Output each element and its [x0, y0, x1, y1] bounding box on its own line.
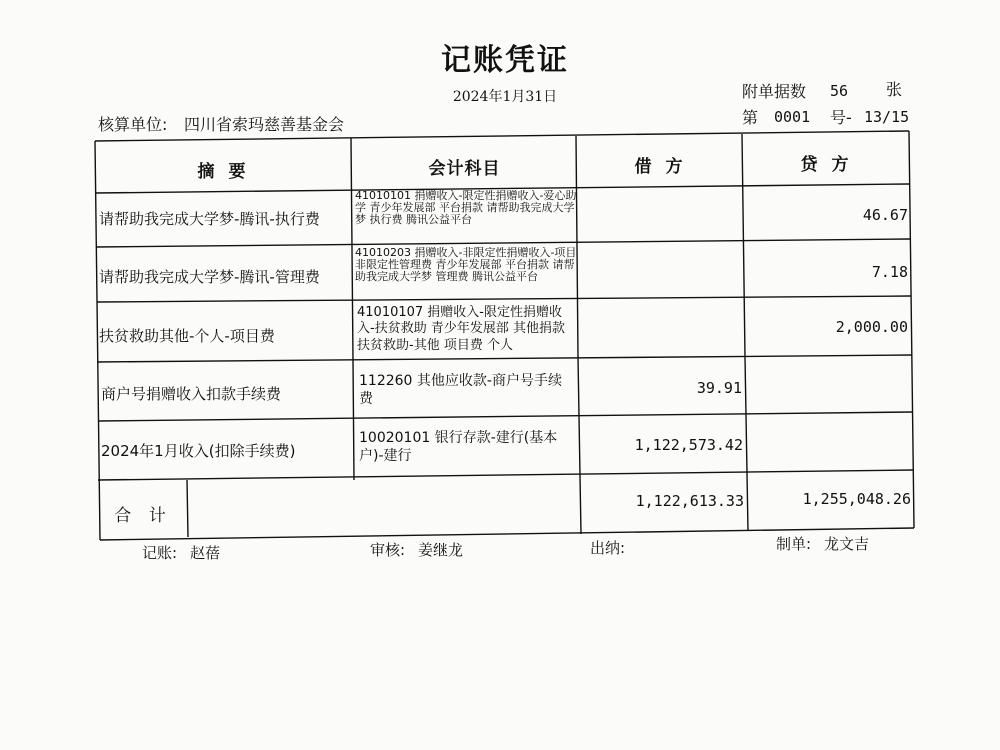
total-debit: 1,122,613.33 [635, 492, 744, 510]
table-row-summary: 2024年1月收入(扣除手续费) [101, 442, 296, 460]
table-row-summary: 请帮助我完成大学梦-腾讯-执行费 [99, 210, 320, 228]
voucher-date: 2024年1月31日 [452, 89, 558, 105]
voucher-number: 0001 [774, 108, 811, 126]
table-row-credit: 46.67 [862, 206, 908, 224]
voucher-number-label: 第 [742, 108, 759, 127]
unit-label: 核算单位: [98, 115, 168, 134]
header-credit: 贷 方 [800, 155, 853, 175]
preparer-name: 龙文吉 [824, 535, 870, 553]
bookkeeper-name: 赵蓓 [190, 544, 221, 562]
header-subject: 会计科目 [428, 159, 501, 179]
table-row-summary: 请帮助我完成大学梦-腾讯-管理费 [99, 268, 320, 286]
reviewer-name: 姜继龙 [418, 541, 464, 559]
table-row-debit: 39.91 [696, 379, 742, 397]
reviewer-label: 审核: [370, 541, 406, 559]
total-label: 合 计 [114, 506, 172, 526]
voucher-page-number: 13/15 [864, 108, 910, 126]
table-row-summary: 扶贫救助其他-个人-项目费 [99, 327, 275, 345]
table-row-subject: 41010107 捐赠收入-限定性捐赠收入-扶贫救助 青少年发展部 其他捐款 扶贫救助-其他 项目费 个人 [357, 305, 565, 353]
unit-name: 四川省索玛慈善基金会 [184, 115, 345, 134]
voucher-title: 记账凭证 [441, 43, 569, 78]
attachments-label: 附单据数 [742, 82, 807, 101]
table-row-credit: 2,000.00 [835, 318, 908, 336]
table-row-debit: 1,122,573.42 [634, 436, 743, 454]
table-row-subject: 112260 其他应收款-商户号手续费 [359, 373, 562, 407]
header-summary: 摘 要 [197, 162, 250, 182]
table-row-subject: 41010203 捐赠收入-非限定性捐赠收入-项目非限定性管理费 青少年发展部 平台捐款 请帮助我完成大学梦 管理费 腾讯公益平台 [355, 247, 577, 284]
table-row-summary: 商户号捐赠收入扣款手续费 [101, 385, 282, 403]
attachments-count: 56 [830, 82, 849, 100]
bookkeeper-label: 记账: [142, 544, 178, 562]
table-row-credit: 7.18 [871, 263, 908, 281]
voucher-hao-label: 号- [830, 108, 852, 127]
cashier-label: 出纳: [590, 539, 626, 557]
preparer-label: 制单: [776, 535, 812, 553]
attachments-unit: 张 [886, 80, 903, 99]
table-row-subject: 10020101 银行存款-建行(基本户)-建行 [359, 430, 558, 464]
table-row-subject: 41010101 捐赠收入-限定性捐赠收入-爱心助学 青少年发展部 平台捐款 请帮助我完成大学梦 执行费 腾讯公益平台 [355, 190, 577, 227]
header-debit: 借 方 [634, 157, 687, 177]
total-credit: 1,255,048.26 [802, 490, 911, 508]
